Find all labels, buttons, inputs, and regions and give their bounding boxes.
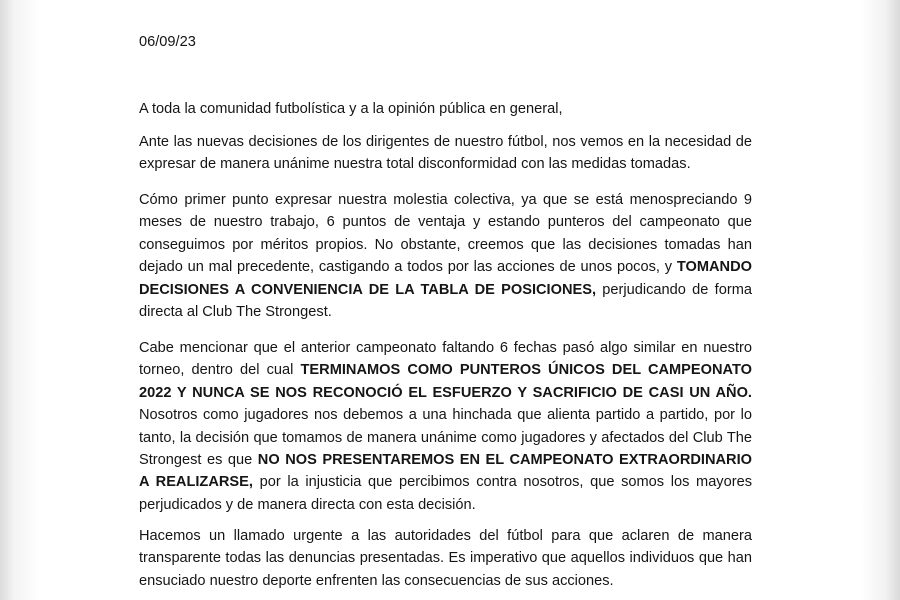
paragraph-3-text-c: por la injusticia que percibimos contra nosotros, que somos los mayores perjudicados y de manera directa con esta decisión. — [139, 474, 752, 513]
letter-date: 06/09/23 — [139, 34, 196, 50]
paragraph-1: Ante las nuevas decisiones de los dirigentes de nuestro fútbol, nos vemos en la necesidad de expresar de manera unánime nuestra total disconformidad con las medidas tomadas. — [139, 134, 752, 173]
paragraph-4: Hacemos un llamado urgente a las autoridades del fútbol para que aclaren de manera transparente todas las denuncias presentadas. Es imperativo que aquellos individuos que han ensuciado nuestro deporte enfrenten las consecuencias de sus acciones. — [139, 528, 752, 589]
letter-greeting: A toda la comunidad futbolística y a la opinión pública en general, — [139, 101, 563, 117]
paragraph-3-bold-2: NO NOS PRESENTAREMOS EN EL CAMPEONATO EXTRAORDINARIO A REALIZARSE, — [139, 452, 752, 491]
paragraph-3-text-b: Nosotros como jugadores nos debemos a una hinchada que alienta partido a partido, por lo tanto, la decisión que tomamos de manera unánime como jugadores y afectados del Club The Strongest es que — [139, 407, 752, 469]
paragraph-2-text-a: Cómo primer punto expresar nuestra molestia colectiva, ya que se está menospreciando 9 meses de nuestro trabajo, 6 puntos de ventaja y estando punteros del campeonato que conseguimos por méritos propios. No obstante, creemos que las decisiones tomadas han dejado un mal precedente, castigando a todos por las acciones de unos pocos, y — [139, 192, 752, 276]
paragraph-2-text-b: perjudicando de forma directa al Club The Strongest. — [139, 281, 752, 321]
paragraph-2-bold: TOMANDO DECISIONES A CONVENIENCIA DE LA TABLA DE POSICIONES, — [139, 259, 752, 298]
paragraph-3-bold-1: TERMINAMOS COMO PUNTEROS ÚNICOS DEL CAMPEONATO 2022 Y NUNCA SE NOS RECONOCIÓ EL ESFUERZO Y SACRIFICIO DE CASI UN AÑO. — [139, 362, 753, 401]
paragraph-3-text-a: Cabe mencionar que el anterior campeonato faltando 6 fechas pasó algo similar en nuestro torneo, dentro del cual — [139, 340, 752, 379]
paragraph-2 — [139, 189, 752, 323]
paragraph-3 — [139, 337, 752, 516]
